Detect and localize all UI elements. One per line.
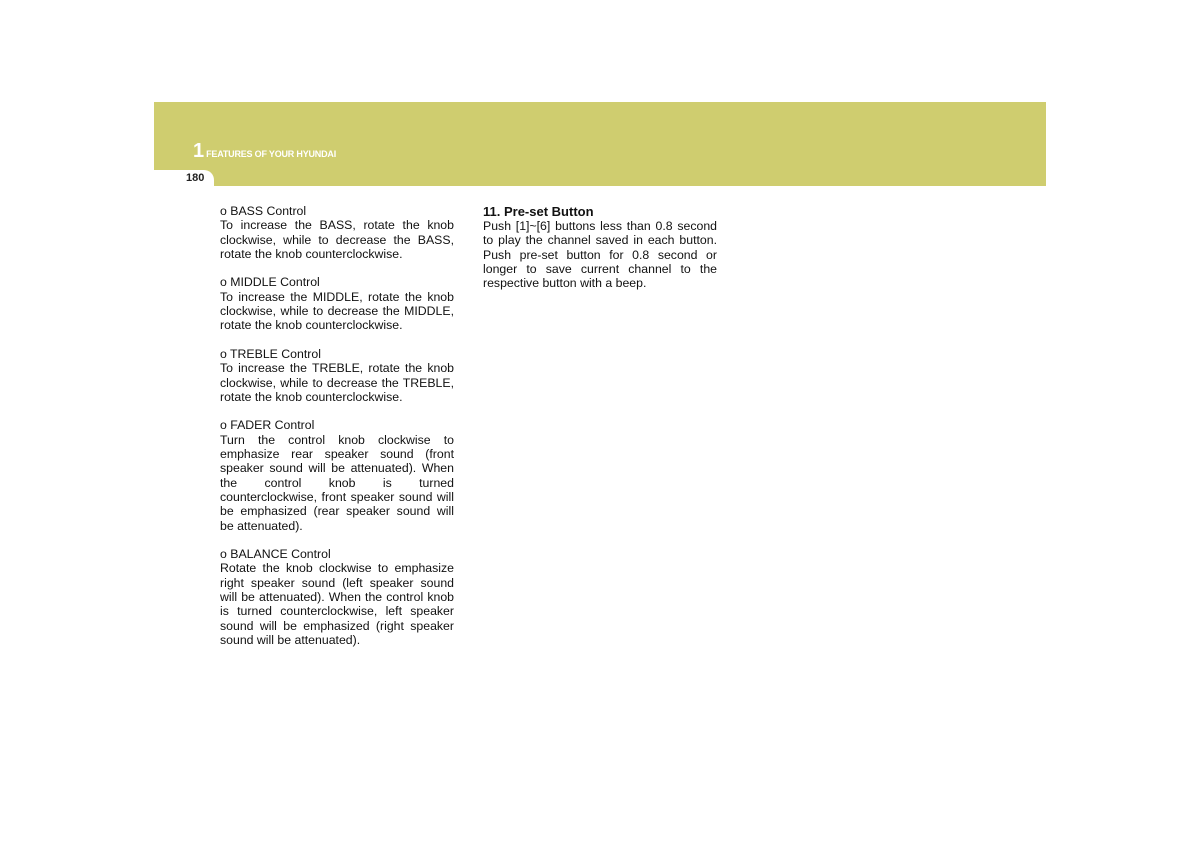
- preset-button-body: Push [1]~[6] buttons less than 0.8 second to play the channel saved in each button. Push pre-set button for 0.8 second or longer to save current channel to the respective button with a beep.: [483, 219, 717, 291]
- bass-control-section: [220, 204, 454, 261]
- section-body: Turn the control knob clockwise to emphasize rear speaker sound (front speaker sound will be attenuated). When the control knob is turned counterclockwise, front speaker sound will be emphasized (rear speaker sound will be attenuated).: [220, 432, 454, 533]
- section-heading: o BASS Control: [220, 204, 307, 218]
- chapter-title: FEATURES OF YOUR HYUNDAI: [206, 149, 336, 159]
- section-heading: o BALANCE Control: [220, 547, 331, 562]
- section-heading: o MIDDLE Control: [220, 275, 320, 290]
- section-heading: o TREBLE Control: [220, 346, 321, 361]
- treble-control-section: [220, 347, 454, 404]
- preset-button-section: [483, 204, 717, 290]
- balance-control-section: [220, 547, 454, 647]
- section-body: To increase the TREBLE, rotate the knob clockwise, while to decrease the TREBLE, rotate the knob counterclockwise.: [220, 361, 454, 404]
- section-heading: o FADER Control: [220, 418, 315, 433]
- section-body: To increase the BASS, rotate the knob clockwise, while to decrease the BASS, rotate the knob counterclockwise.: [220, 218, 454, 261]
- section-body: Rotate the knob clockwise to emphasize right speaker sound (left speaker sound will be attenuated). When the control knob is turned counterclockwise, left speaker sound will be emphasized (right speaker sound will be attenuated).: [220, 561, 454, 647]
- chapter-number: 1: [193, 140, 205, 162]
- fader-control-section: [220, 418, 454, 532]
- left-column: [220, 204, 454, 662]
- middle-control-section: [220, 275, 454, 332]
- right-column: [483, 204, 717, 305]
- section-body: To increase the MIDDLE, rotate the knob clockwise, while to decrease the MIDDLE, rotate the knob counterclockwise.: [220, 289, 454, 333]
- page-number-tab: [154, 170, 214, 186]
- chapter-label: [193, 141, 336, 161]
- page-number: 180: [186, 172, 205, 184]
- preset-button-heading: 11. Pre-set Button: [483, 204, 594, 219]
